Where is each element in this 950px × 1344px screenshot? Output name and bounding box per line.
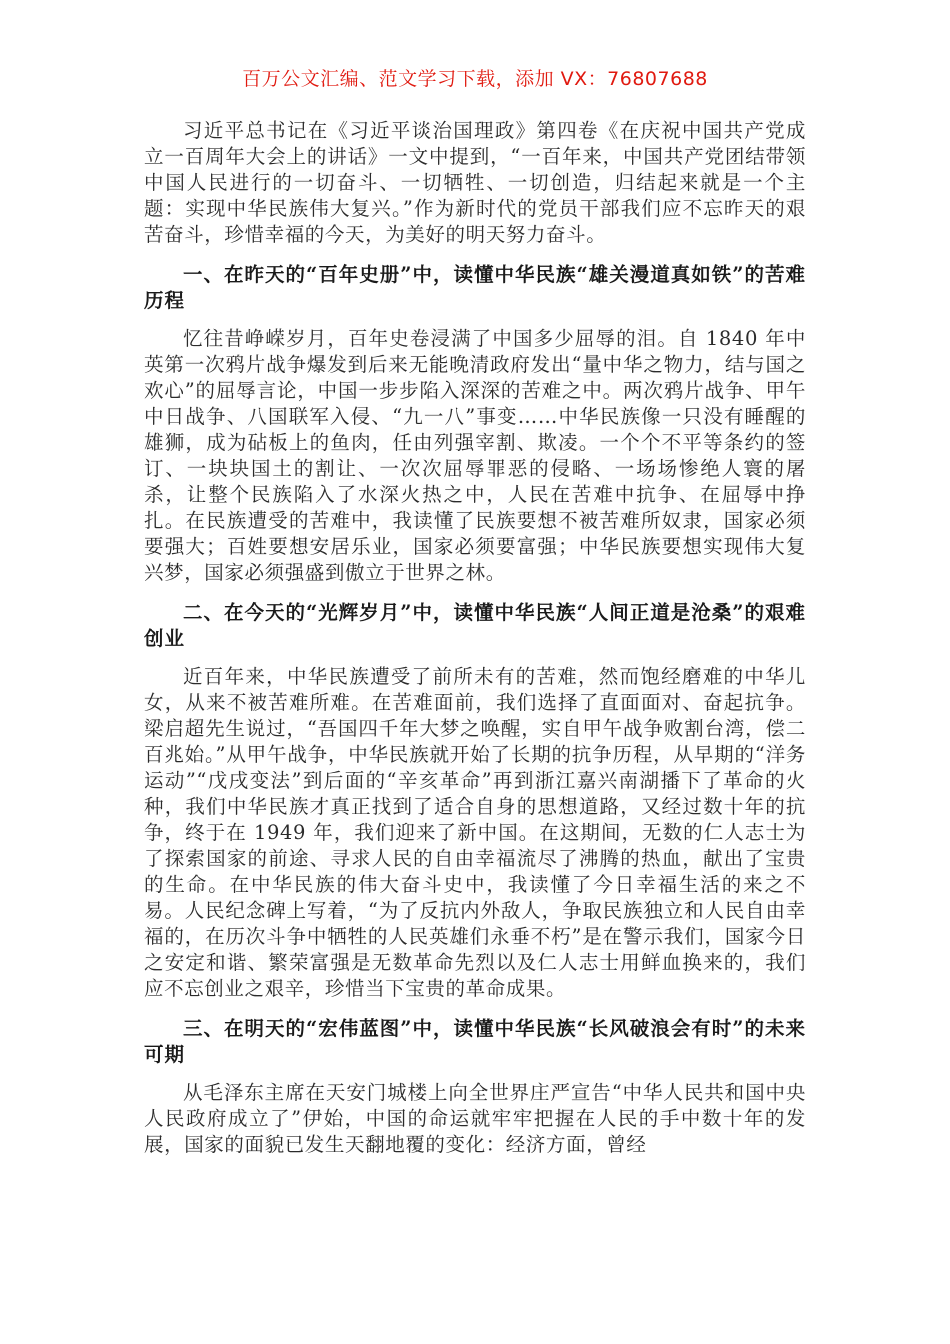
section-1-heading: 一、在昨天的“百年史册”中，读懂中华民族“雄关漫道真如铁”的苦难历程: [144, 263, 806, 312]
document-body: [144, 118, 806, 1158]
section-2-paragraph: 近百年来，中华民族遭受了前所未有的苦难，然而饱经磨难的中华儿女，从来不被苦难所难。在苦难面前，我们选择了直面面对、奋起抗争。梁启超先生说过，“吾国四千年大梦之唤醒，实自甲午战争败割台湾，偿二百兆始。”从甲午战争，中华民族就开始了长期的抗争历程，从早期的“洋务运动”“戊戌变法”到后面的“辛亥革命”再到浙江嘉兴南湖播下了革命的火种，我们中华民族才真正找到了适合自身的思想道路，又经过数十年的抗争，终于在 1949 年，我们迎来了新中国。在这期间，无数的仁人志士为了探索国家的前途、寻求人民的自由幸福流尽了沸腾的热血，献出了宝贵的生命。在中华民族的伟大奋斗史中，我读懂了今日幸福生活的来之不易。人民纪念碑上写着，“为了反抗内外敌人，争取民族独立和人民自由幸福的，在历次斗争中牺牲的人民英雄们永垂不朽”是在警示我们，国家今日之安定和谐、繁荣富强是无数革命先烈以及仁人志士用鲜血换来的，我们应不忘创业之艰辛，珍惜当下宝贵的革命成果。: [144, 665, 806, 1000]
section-3-paragraph: 从毛泽东主席在天安门城楼上向全世界庄严宣告“中华人民共和国中央人民政府成立了”伊始，中国的命运就牢牢把握在人民的手中数十年的发展，国家的面貌已发生天翻地覆的变化：经济方面，曾经: [144, 1081, 806, 1156]
intro-paragraph: 习近平总书记在《习近平谈治国理政》第四卷《在庆祝中国共产党成立一百周年大会上的讲话》一文中提到，“一百年来，中国共产党团结带领中国人民进行的一切奋斗、一切牺牲、一切创造，归结起来就是一个主题：实现中华民族伟大复兴。”作为新时代的党员干部我们应不忘昨天的艰苦奋斗，珍惜幸福的今天，为美好的明天努力奋斗。: [144, 119, 806, 246]
watermark-header: 百万公文汇编、范文学习下载，添加 VX：76807688: [242, 68, 708, 90]
section-3-heading: 三、在明天的“宏伟蓝图”中，读懂中华民族“长风破浪会有时”的未来可期: [144, 1017, 806, 1066]
section-1-paragraph: 忆往昔峥嵘岁月，百年史卷浸满了中国多少屈辱的泪。自 1840 年中英第一次鸦片战争爆发到后来无能晚清政府发出“量中华之物力，结与国之欢心”的屈辱言论，中国一步步陷入深深的苦难之中。两次鸦片战争、甲午中日战争、八国联军入侵、“九一八”事变……中华民族像一只没有睡醒的雄狮，成为砧板上的鱼肉，任由列强宰割、欺凌。一个个不平等条约的签订、一块块国土的割让、一次次屈辱罪恶的侵略、一场场惨绝人寰的屠杀，让整个民族陷入了水深火热之中，人民在苦难中抗争、在屈辱中挣扎。在民族遭受的苦难中，我读懂了民族要想不被苦难所奴隶，国家必须要强大；百姓要想安居乐业，国家必须要富强；中华民族要想实现伟大复兴梦，国家必须强盛到傲立于世界之林。: [144, 327, 806, 584]
section-2-heading: 二、在今天的“光辉岁月”中，读懂中华民族“人间正道是沧桑”的艰难创业: [144, 601, 806, 650]
